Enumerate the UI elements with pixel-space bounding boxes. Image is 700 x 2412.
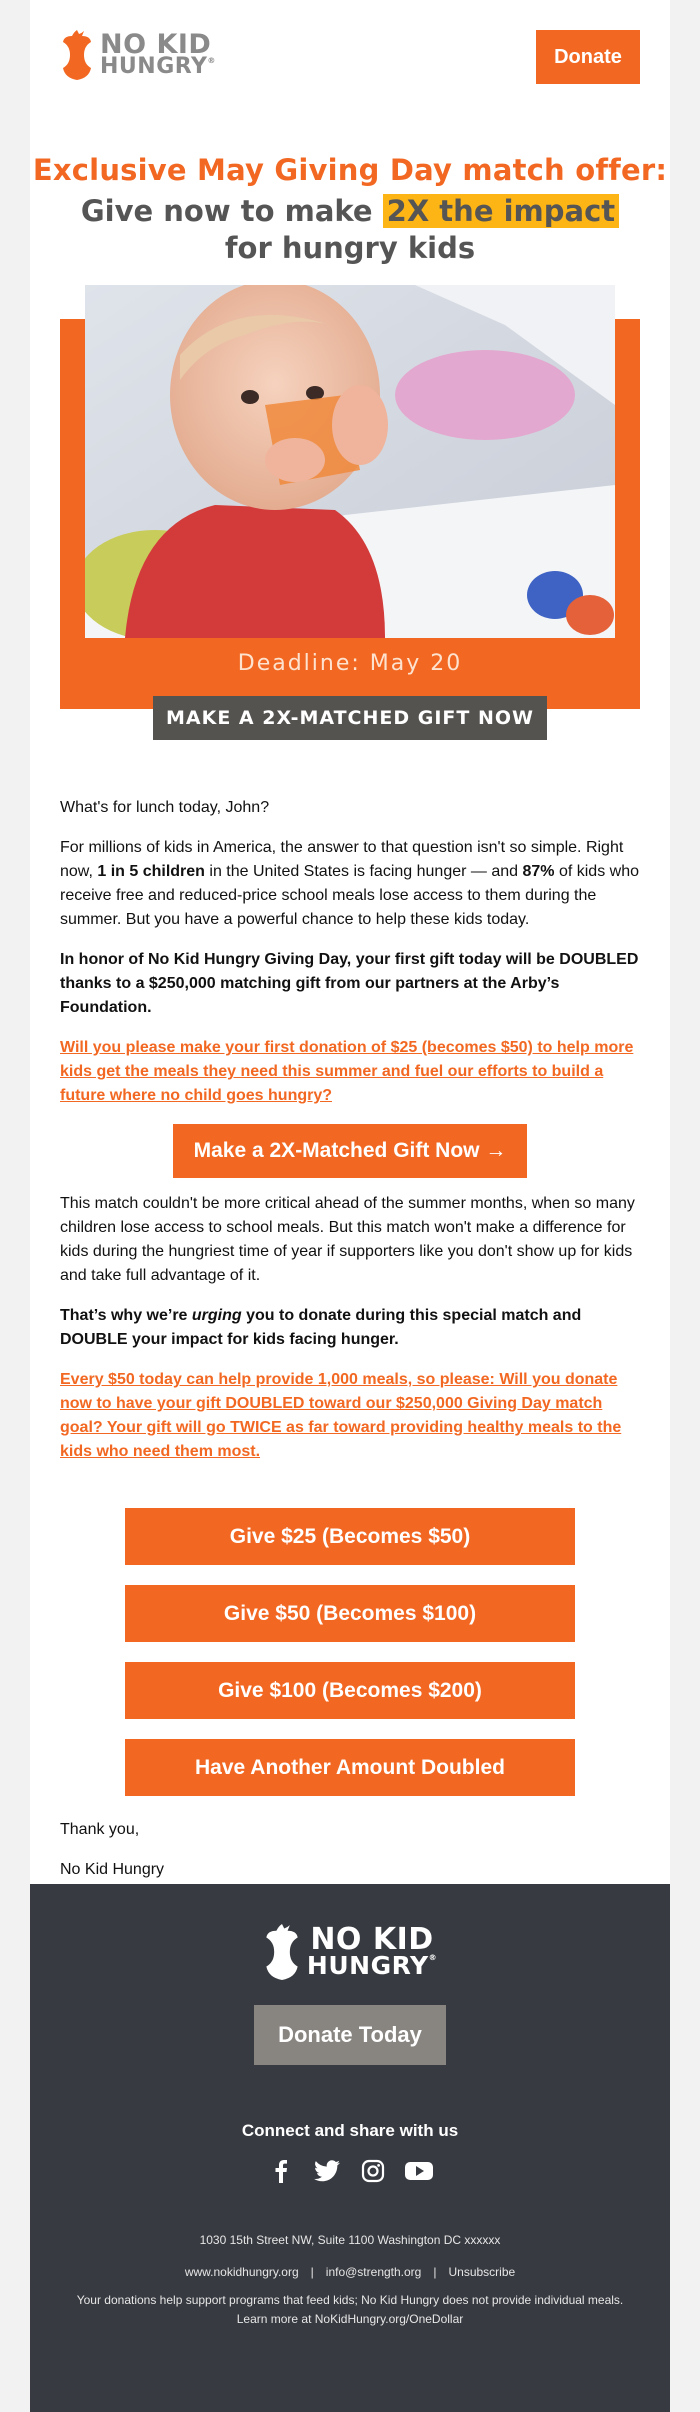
brand-logo[interactable] [60,30,216,80]
give-button-list [30,1508,670,1796]
headline-offer: Exclusive May Giving Day match offer: [32,153,668,187]
logo-line2: HUNGRY [100,54,208,80]
headline [30,153,670,265]
give-other-amount-button[interactable]: Have Another Amount Doubled [125,1739,575,1796]
paragraph-urging: That’s why we’re urging you to donate during this special match and DOUBLE your impact for kids facing hunger. [60,1307,582,1348]
facebook-icon[interactable] [267,2157,295,2185]
paragraph-intro: For millions of kids in America, the answer to that question isn't so simple. Right now, 1 in 5 children in the United States is facing hunger — and 87% of kids who receive free and reduced-price school meals lose access to them during the summer. But you have a powerful chance to help these kids today. [60,839,639,928]
deadline-text: Deadline: May 20 [237,651,463,676]
email-container [30,0,670,2412]
hero-cta-button[interactable]: MAKE A 2X-MATCHED GIFT NOW [153,696,547,740]
footer-logo[interactable] [30,1921,670,1981]
headline-highlight: 2X the impact [383,194,619,228]
logo-mark: ® [207,56,216,66]
disclaimer-line2: Learn more at NoKidHungry.org/OneDollar [236,2312,464,2327]
paragraph-summer: This match couldn't be more critical ahead of the summer months, when so many children lose access to school meals. But this match won't make a difference for kids during the hungriest time of year if supporters like you don't show up for kids and take full advantage of it. [60,1195,635,1284]
logo-line1: NO KID [100,28,212,60]
twitter-icon[interactable] [313,2157,341,2185]
footer-logo-line1: NO KID [310,1921,434,1957]
footer [30,1884,670,2412]
hero-photo[interactable] [85,285,615,638]
child-drinking-photo [85,285,615,638]
unsubscribe-link[interactable]: Unsubscribe [448,2265,516,2279]
footer-separator: | [433,2265,437,2279]
donate-button[interactable]: Donate [536,30,640,84]
footer-logo-mark: ® [428,1953,438,1963]
footer-logo-line2: HUNGRY [306,1951,429,1981]
website-link[interactable]: www.nokidhungry.org [184,2265,299,2279]
social-links [30,2157,670,2185]
signoff [30,1821,670,1879]
greeting: What's for lunch today, John? [60,799,270,816]
connect-heading: Connect and share with us [241,2121,459,2140]
paragraph-match: In honor of No Kid Hungry Giving Day, your first gift today will be DOUBLED thanks to a $250,000 matching gift from our partners at the Arby’s Foundation. [60,951,639,1016]
footer-separator: | [310,2265,314,2279]
mailing-address: 1030 15th Street NW, Suite 1100 Washington DC xxxxxx [199,2233,501,2247]
donate-today-button[interactable]: Donate Today [254,2005,446,2065]
headline-hungry-kids: for hungry kids [224,231,476,265]
give-50-button[interactable]: Give $50 (Becomes $100) [125,1585,575,1642]
give-25-button[interactable]: Give $25 (Becomes $50) [125,1508,575,1565]
footer-links [30,2265,670,2279]
sender-name: No Kid Hungry [60,1861,165,1878]
email-body [30,796,670,1464]
email-header [30,0,670,120]
disclaimer [30,2291,670,2329]
apple-core-icon [263,1924,301,1980]
youtube-icon[interactable] [405,2157,433,2185]
disclaimer-line1: Your donations help support programs that feed kids; No Kid Hungry does not provide individual meals. [76,2293,624,2307]
give-100-button[interactable]: Give $100 (Becomes $200) [125,1662,575,1719]
instagram-icon[interactable] [359,2157,387,2185]
donate-50-link[interactable]: Every $50 today can help provide 1,000 meals, so please: Will you donate now to have your gift DOUBLED toward our $250,000 Giving Day match goal? Your gift will go TWICE as far toward providing healthy meals to the kids who need them most. [60,1371,622,1460]
donate-25-link[interactable]: Will you please make your first donation of $25 (becomes $50) to help more kids get the meals they need this summer and fuel our efforts to build a future where no child goes hungry? [60,1039,634,1104]
apple-core-icon [60,30,94,80]
thanks-text: Thank you, [60,1821,140,1838]
hero-banner[interactable] [30,285,670,740]
headline-give-now: Give now to make [80,194,383,228]
matched-gift-button[interactable]: Make a 2X-Matched Gift Now → [173,1124,527,1178]
email-link[interactable]: info@strength.org [325,2265,422,2279]
